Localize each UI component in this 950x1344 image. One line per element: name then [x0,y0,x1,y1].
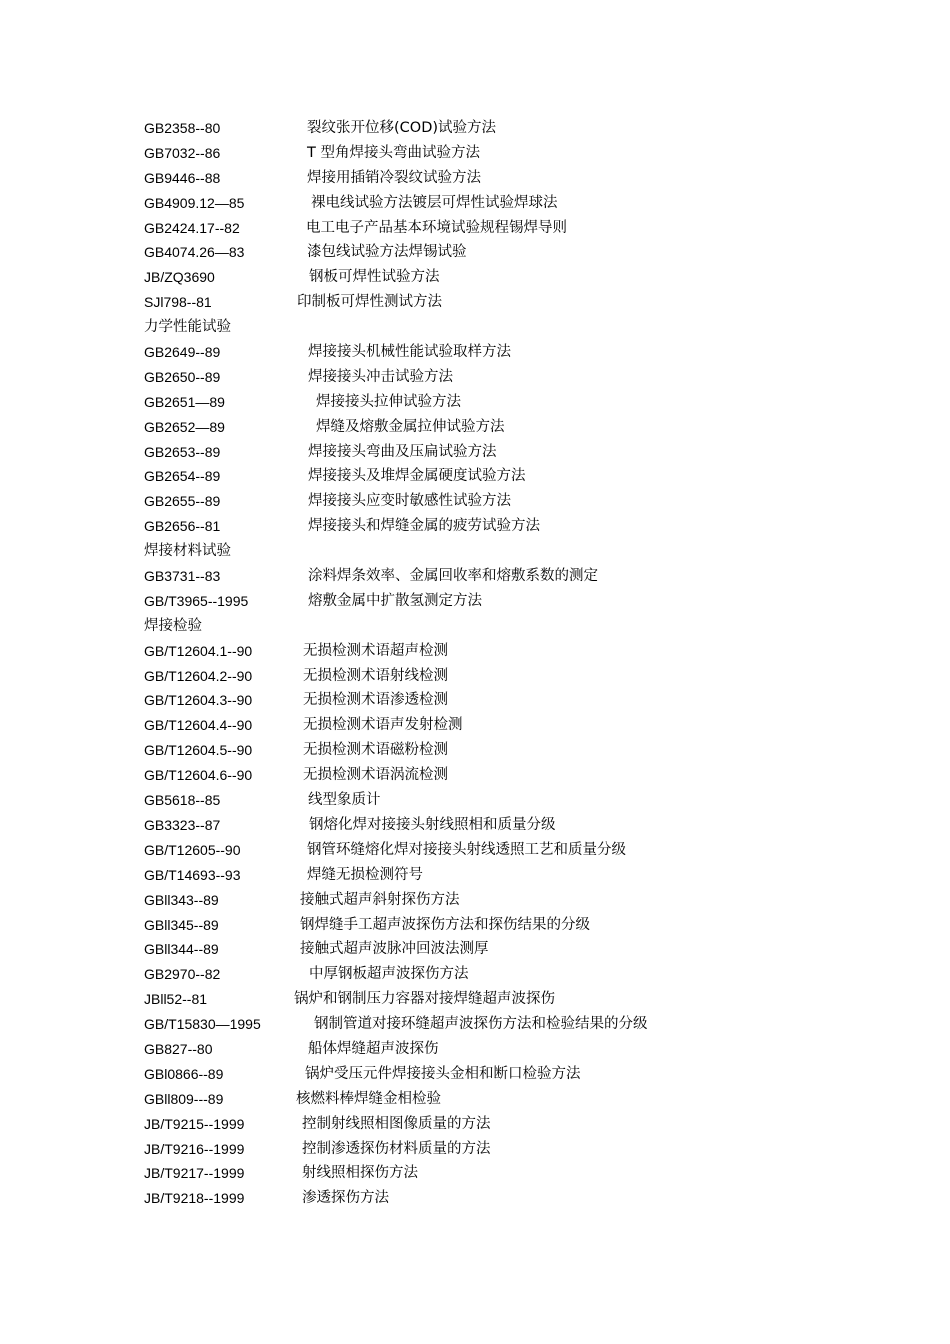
standard-row [144,1012,904,1037]
standard-title: 裂纹张开位移(COD)试验方法 [307,120,497,136]
standard-row [144,813,904,838]
standard-title: 钢制管道对接环缝超声波探伤方法和检验结果的分级 [314,1016,648,1033]
standard-title: 钢焊缝手工超声波探伤方法和探伤结果的分级 [300,916,590,933]
standard-row [144,1062,904,1087]
standard-title: 接触式超声斜射探伤方法 [300,891,460,908]
standard-row [144,688,904,713]
standard-code: GB7032--86 [144,144,221,161]
standard-code: GB2970--82 [144,966,221,983]
standard-code: GBll345--89 [144,916,219,933]
standard-code: GB/T12604.3--90 [144,692,253,709]
standard-row [144,141,904,166]
section-heading: 焊接材料试验 [144,543,231,560]
standard-code: GB827--80 [144,1040,213,1057]
standard-title: 焊接接头弯曲及压扁试验方法 [308,443,497,460]
standard-title: 控制渗透探伤材料质量的方法 [302,1140,491,1157]
standard-title: 电工电子产品基本环境试验规程锡焊导则 [306,219,567,236]
standard-title: 线型象质计 [308,792,381,809]
standard-row [144,1137,904,1162]
standard-code: SJl798--81 [144,294,212,311]
section-heading-row [144,315,904,340]
standard-code: JBll52--81 [144,991,208,1008]
standard-title: 焊接接头应变时敏感性试验方法 [308,493,511,510]
standard-row [144,713,904,738]
standard-row [144,937,904,962]
standard-title: 焊接接头冲击试验方法 [308,368,453,385]
standard-code: GB/T15830—1995 [144,1016,261,1033]
standard-row [144,1186,904,1211]
standard-row [144,664,904,689]
standard-row [144,514,904,539]
standard-code: GB4074.26—83 [144,244,245,261]
standard-title: 焊缝及熔敷金属拉伸试验方法 [316,418,505,435]
standard-row [144,489,904,514]
standard-row [144,365,904,390]
section-heading: 力学性能试验 [144,319,231,336]
standard-row [144,166,904,191]
standard-row [144,639,904,664]
standard-code: JB/ZQ3690 [144,269,215,286]
standard-row [144,290,904,315]
standard-code: GB2358--80 [144,120,221,136]
standard-code: GB/T12604.1--90 [144,642,253,659]
standard-title: 钢管环缝熔化焊对接接头射线透照工艺和质量分级 [307,841,626,858]
standard-title: 印制板可焊性测试方法 [297,294,442,311]
standard-title: 焊接用插销冷裂纹试验方法 [307,169,481,186]
standard-title: 焊缝无损检测符号 [307,866,423,883]
standard-code: GB/T3965--1995 [144,592,249,609]
standard-code: GB2656--81 [144,518,221,535]
standard-title: 熔敷金属中扩散氢测定方法 [308,592,482,609]
standard-title: 锅炉受压元件焊接接头金相和断口检验方法 [305,1065,581,1082]
standard-title: 焊接接头及堆焊金属硬度试验方法 [308,468,526,485]
standard-title: 钢板可焊性试验方法 [309,269,440,286]
standard-code: JB/T9216--1999 [144,1140,245,1157]
standard-title: 无损检测术语声发射检测 [303,717,463,734]
section-heading-row [144,539,904,564]
standard-row [144,216,904,241]
standard-row [144,863,904,888]
standard-code: GB2424.17--82 [144,219,240,236]
standard-title: T 型角焊接头弯曲试验方法 [307,144,480,161]
standard-title: 焊接接头机械性能试验取样方法 [308,344,511,361]
standard-title: 钢熔化焊对接接头射线照相和质量分级 [309,816,556,833]
standard-code: GB/T14693--93 [144,866,241,883]
standard-code: GB4909.12—85 [144,194,245,211]
standard-code: GB3323--87 [144,816,221,833]
standard-row [144,1112,904,1137]
section-heading: 焊接检验 [144,617,202,634]
standard-row [144,838,904,863]
standard-row [144,265,904,290]
standard-row [144,415,904,440]
standard-code: GB2649--89 [144,344,221,361]
standard-row [144,116,904,141]
standard-code: GBll809---89 [144,1090,224,1107]
standard-code: GBl0866--89 [144,1065,224,1082]
standard-title: 无损检测术语磁粉检测 [303,742,448,759]
standard-title: 裸电线试验方法镀层可焊性试验焊球法 [311,194,558,211]
standard-code: GB2653--89 [144,443,221,460]
standard-code: GB2655--89 [144,493,221,510]
standard-title: 船体焊缝超声波探伤 [308,1040,439,1057]
standard-code: GB/T12604.4--90 [144,717,253,734]
standard-row [144,962,904,987]
standards-list [144,116,904,1211]
standard-code: GBll344--89 [144,941,219,958]
standard-code: GB2652—89 [144,418,225,435]
standard-row [144,589,904,614]
standard-title: 漆包线试验方法焊锡试验 [307,244,467,261]
standard-code: GB2651—89 [144,393,225,410]
standard-code: JB/T9218--1999 [144,1190,245,1207]
standard-code: GB9446--88 [144,169,221,186]
standard-title: 无损检测术语超声检测 [303,642,448,659]
standard-title: 中厚钢板超声波探伤方法 [309,966,469,983]
standard-row [144,240,904,265]
standard-title: 无损检测术语涡流检测 [303,767,448,784]
standard-code: GB2654--89 [144,468,221,485]
standard-title: 渗透探伤方法 [302,1190,389,1207]
standard-title: 焊接接头和焊缝金属的疲劳试验方法 [308,518,540,535]
standard-code: GBll343--89 [144,891,219,908]
standard-row [144,888,904,913]
standard-row [144,763,904,788]
standard-row [144,1037,904,1062]
standard-code: GB2650--89 [144,368,221,385]
standard-title: 核燃料棒焊缝金相检验 [296,1090,441,1107]
standard-title: 射线照相探伤方法 [302,1165,418,1182]
standard-title: 控制射线照相图像质量的方法 [302,1115,491,1132]
standard-row [144,464,904,489]
standard-title: 涂料焊条效率、金属回收率和熔敷系数的测定 [308,568,598,585]
standard-row [144,440,904,465]
standard-code: JB/T9215--1999 [144,1115,245,1132]
standard-title: 锅炉和钢制压力容器对接焊缝超声波探伤 [294,991,555,1008]
standard-row [144,738,904,763]
standard-title: 焊接接头拉伸试验方法 [316,393,461,410]
standard-code: JB/T9217--1999 [144,1165,245,1182]
standard-row [144,564,904,589]
standard-title: 无损检测术语射线检测 [303,667,448,684]
section-heading-row [144,614,904,639]
standard-row [144,191,904,216]
standard-code: GB/T12605--90 [144,841,241,858]
standard-row [144,340,904,365]
standard-code: GB/T12604.6--90 [144,767,253,784]
standard-code: GB/T12604.5--90 [144,742,253,759]
standard-code: GB/T12604.2--90 [144,667,253,684]
standard-row [144,987,904,1012]
standard-row [144,913,904,938]
standard-title: 接触式超声波脉冲回波法测厚 [300,941,489,958]
standard-code: GB3731--83 [144,568,221,585]
standard-row [144,1087,904,1112]
standard-code: GB5618--85 [144,792,221,809]
standard-row [144,788,904,813]
standard-row [144,390,904,415]
standard-title: 无损检测术语渗透检测 [303,692,448,709]
standard-row [144,1161,904,1186]
